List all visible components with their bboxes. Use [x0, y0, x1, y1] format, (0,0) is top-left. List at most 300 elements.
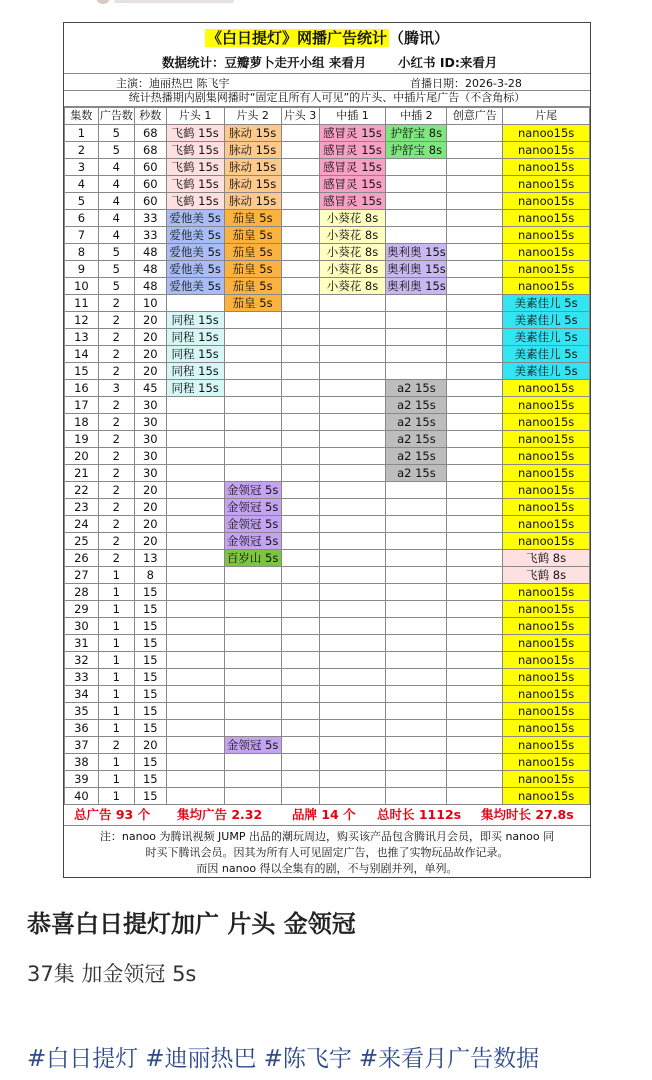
- empty-cell: [166, 448, 224, 465]
- ad-cell: 茄皇 5s: [224, 244, 281, 261]
- value-cell: 1: [98, 669, 134, 686]
- empty-cell: [386, 618, 447, 635]
- value-cell: 36: [65, 720, 99, 737]
- empty-cell: [224, 414, 281, 431]
- post-caption-title: 恭喜白日提灯加广 片头 金领冠: [27, 910, 356, 938]
- avg-ads: 集均广告 2.32: [177, 807, 263, 822]
- ad-cell: 奥利奥 15s: [387, 245, 446, 259]
- empty-cell: [386, 703, 447, 720]
- empty-cell: [281, 414, 319, 431]
- ad-cell: 美素佳儿 5s: [503, 312, 590, 329]
- empty-cell: [319, 771, 386, 788]
- empty-cell: [447, 584, 503, 601]
- value-cell: 27: [65, 567, 99, 584]
- ad-cell: 飞鹤 15s: [166, 176, 224, 193]
- ad-cell: 感冒灵 15s: [319, 159, 386, 176]
- empty-cell: [447, 703, 503, 720]
- empty-cell: [386, 771, 447, 788]
- avg-duration: 集均时长 27.8s: [481, 807, 574, 822]
- table-row: [65, 397, 590, 414]
- empty-cell: [447, 278, 503, 295]
- empty-cell: [447, 448, 503, 465]
- ad-cell: nanoo15s: [503, 499, 590, 516]
- empty-cell: [386, 193, 447, 210]
- sheet-title-highlight: 《白日提灯》网播广告统计: [206, 29, 387, 47]
- table-row: [65, 465, 590, 482]
- empty-cell: [447, 601, 503, 618]
- ad-cell: a2 15s: [386, 448, 447, 465]
- value-cell: 15: [134, 635, 166, 652]
- empty-cell: [166, 601, 224, 618]
- table-row: [65, 142, 590, 159]
- brand-count: 品牌 14 个: [292, 807, 356, 822]
- table-row: [65, 771, 590, 788]
- total-duration: 总时长 1112s: [377, 807, 462, 822]
- totals-row: [64, 801, 590, 826]
- value-cell: 60: [134, 176, 166, 193]
- footnote: [72, 829, 582, 877]
- value-cell: 32: [65, 652, 99, 669]
- empty-cell: [281, 261, 319, 278]
- ad-cell: nanoo15s: [503, 686, 590, 703]
- empty-cell: [386, 533, 447, 550]
- empty-cell: [447, 567, 503, 584]
- value-cell: 4: [65, 176, 99, 193]
- ad-cell: nanoo15s: [503, 618, 590, 635]
- empty-cell: [386, 737, 447, 754]
- ad-cell: 感冒灵 15s: [319, 125, 386, 142]
- empty-cell: [166, 567, 224, 584]
- value-cell: 10: [65, 278, 99, 295]
- table-row: [65, 346, 590, 363]
- value-cell: 20: [134, 533, 166, 550]
- value-cell: 9: [65, 261, 99, 278]
- value-cell: 22: [65, 482, 99, 499]
- ad-cell: 爱他美 5s: [166, 244, 224, 261]
- value-cell: 3: [65, 159, 99, 176]
- column-header: 秒数: [134, 108, 166, 125]
- empty-cell: [281, 448, 319, 465]
- empty-cell: [319, 533, 386, 550]
- value-cell: 2: [98, 737, 134, 754]
- value-cell: 15: [134, 618, 166, 635]
- table-row: [65, 414, 590, 431]
- value-cell: 20: [134, 312, 166, 329]
- ad-cell: 感冒灵 15s: [319, 176, 386, 193]
- empty-cell: [281, 686, 319, 703]
- empty-cell: [281, 125, 319, 142]
- value-cell: 30: [134, 397, 166, 414]
- empty-cell: [319, 635, 386, 652]
- empty-cell: [166, 754, 224, 771]
- ad-cell: 金领冠 5s: [224, 737, 281, 754]
- ad-cell: nanoo15s: [503, 720, 590, 737]
- empty-cell: [319, 482, 386, 499]
- table-row: [65, 176, 590, 193]
- empty-cell: [319, 465, 386, 482]
- ad-cell: 茄皇 5s: [224, 278, 281, 295]
- column-header: 创意广告: [447, 108, 503, 125]
- ad-table: [64, 107, 590, 805]
- table-row: [65, 261, 590, 278]
- empty-cell: [447, 414, 503, 431]
- column-header: 中插 2: [386, 108, 447, 125]
- empty-cell: [319, 686, 386, 703]
- value-cell: 4: [98, 176, 134, 193]
- empty-cell: [224, 720, 281, 737]
- ad-cell: 美素佳儿 5s: [503, 329, 590, 346]
- value-cell: 1: [98, 601, 134, 618]
- ad-cell: 美素佳儿 5s: [503, 363, 590, 380]
- ad-cell: nanoo15s: [503, 278, 590, 295]
- empty-cell: [447, 193, 503, 210]
- value-cell: 4: [98, 210, 134, 227]
- empty-cell: [447, 244, 503, 261]
- empty-cell: [319, 584, 386, 601]
- empty-cell: [447, 686, 503, 703]
- empty-cell: [166, 771, 224, 788]
- empty-cell: [319, 754, 386, 771]
- empty-cell: [447, 329, 503, 346]
- empty-cell: [224, 312, 281, 329]
- empty-cell: [447, 142, 503, 159]
- empty-cell: [224, 329, 281, 346]
- empty-cell: [281, 363, 319, 380]
- empty-cell: [281, 227, 319, 244]
- ad-cell: 小葵花 8s: [319, 261, 386, 278]
- empty-cell: [166, 414, 224, 431]
- empty-cell: [386, 210, 447, 227]
- table-row: [65, 125, 590, 142]
- empty-cell: [281, 210, 319, 227]
- value-cell: 15: [134, 601, 166, 618]
- table-row: [65, 210, 590, 227]
- footnote-line-1: 注：nanoo 为腾讯视频 JUMP 出品的潮玩周边，购买该产品包含腾讯月会员，即买 nanoo 同: [99, 830, 555, 843]
- empty-cell: [281, 431, 319, 448]
- table-row: [65, 550, 590, 567]
- value-cell: 2: [98, 363, 134, 380]
- hashtag-link[interactable]: #陈飞宇: [263, 1046, 352, 1072]
- empty-cell: [447, 550, 503, 567]
- value-cell: 5: [98, 244, 134, 261]
- empty-cell: [386, 601, 447, 618]
- value-cell: 1: [98, 618, 134, 635]
- table-row: [65, 312, 590, 329]
- value-cell: 18: [65, 414, 99, 431]
- empty-cell: [386, 550, 447, 567]
- hashtag-link[interactable]: #迪丽热巴: [145, 1046, 257, 1072]
- empty-cell: [166, 431, 224, 448]
- value-cell: 48: [134, 261, 166, 278]
- empty-cell: [319, 601, 386, 618]
- value-cell: 19: [65, 431, 99, 448]
- ad-cell: nanoo15s: [503, 533, 590, 550]
- empty-cell: [447, 363, 503, 380]
- value-cell: 2: [98, 397, 134, 414]
- table-row: [65, 618, 590, 635]
- value-cell: 20: [134, 363, 166, 380]
- table-row: [65, 448, 590, 465]
- empty-cell: [281, 720, 319, 737]
- empty-cell: [166, 635, 224, 652]
- empty-cell: [447, 771, 503, 788]
- empty-cell: [447, 635, 503, 652]
- ad-cell: 飞鹤 15s: [166, 142, 224, 159]
- ad-cell: nanoo15s: [503, 771, 590, 788]
- empty-cell: [447, 312, 503, 329]
- value-cell: 24: [65, 516, 99, 533]
- empty-cell: [319, 567, 386, 584]
- column-header: 片头 1: [166, 108, 224, 125]
- ad-cell: 金领冠 5s: [224, 533, 281, 550]
- value-cell: 20: [134, 482, 166, 499]
- empty-cell: [224, 567, 281, 584]
- ad-cell: 感冒灵 15s: [319, 142, 386, 159]
- value-cell: 2: [98, 346, 134, 363]
- ad-cell: 爱他美 5s: [166, 261, 224, 278]
- value-cell: 1: [98, 635, 134, 652]
- table-row: [65, 584, 590, 601]
- value-cell: 23: [65, 499, 99, 516]
- empty-cell: [386, 159, 447, 176]
- ad-cell: 小葵花 8s: [319, 210, 386, 227]
- empty-cell: [224, 448, 281, 465]
- ad-cell: 小葵花 8s: [319, 278, 386, 295]
- empty-cell: [447, 720, 503, 737]
- empty-cell: [386, 635, 447, 652]
- value-cell: 17: [65, 397, 99, 414]
- cast-text: 主演：迪丽热巴 陈飞宇: [116, 77, 230, 90]
- empty-cell: [281, 159, 319, 176]
- empty-cell: [386, 720, 447, 737]
- empty-cell: [447, 125, 503, 142]
- ad-cell: 爱他美 5s: [166, 278, 224, 295]
- ad-cell: 美素佳儿 5s: [503, 295, 590, 312]
- ad-cell: 同程 15s: [166, 312, 224, 329]
- empty-cell: [386, 346, 447, 363]
- ad-cell: nanoo15s: [503, 159, 590, 176]
- empty-cell: [447, 159, 503, 176]
- value-cell: 15: [134, 703, 166, 720]
- value-cell: 30: [134, 431, 166, 448]
- empty-cell: [224, 363, 281, 380]
- empty-cell: [386, 227, 447, 244]
- value-cell: 1: [98, 788, 134, 805]
- ad-cell: 金领冠 5s: [224, 499, 281, 516]
- ad-cell: nanoo15s: [503, 244, 590, 261]
- value-cell: 1: [98, 567, 134, 584]
- ad-cell: nanoo15s: [503, 397, 590, 414]
- empty-cell: [447, 295, 503, 312]
- divider: [114, 0, 234, 3]
- empty-cell: [281, 567, 319, 584]
- value-cell: 2: [98, 312, 134, 329]
- empty-cell: [386, 176, 447, 193]
- empty-cell: [281, 346, 319, 363]
- hashtag-list: [27, 1040, 546, 1073]
- table-row: [65, 278, 590, 295]
- value-cell: 2: [65, 142, 99, 159]
- empty-cell: [166, 703, 224, 720]
- empty-cell: [166, 465, 224, 482]
- value-cell: 8: [134, 567, 166, 584]
- empty-cell: [281, 295, 319, 312]
- ad-cell: 脉动 15s: [224, 159, 281, 176]
- value-cell: 5: [65, 193, 99, 210]
- empty-cell: [447, 618, 503, 635]
- subtitle-xhs-id: 小红书 ID:来看月: [398, 55, 498, 70]
- empty-cell: [447, 346, 503, 363]
- ad-cell: a2 15s: [386, 465, 447, 482]
- empty-cell: [281, 703, 319, 720]
- hashtag-link[interactable]: #白日提灯: [27, 1046, 139, 1072]
- ad-cell: a2 15s: [386, 431, 447, 448]
- ad-cell: 茄皇 5s: [224, 210, 281, 227]
- value-cell: 15: [134, 720, 166, 737]
- value-cell: 39: [65, 771, 99, 788]
- ad-cell: 脉动 15s: [224, 176, 281, 193]
- table-body: [65, 125, 590, 805]
- empty-cell: [319, 499, 386, 516]
- empty-cell: [224, 584, 281, 601]
- value-cell: 68: [134, 125, 166, 142]
- value-cell: 21: [65, 465, 99, 482]
- empty-cell: [281, 618, 319, 635]
- table-row: [65, 482, 590, 499]
- empty-cell: [447, 227, 503, 244]
- sheet-title-suffix: （腾讯）: [389, 29, 450, 47]
- empty-cell: [386, 652, 447, 669]
- table-row: [65, 720, 590, 737]
- table-row: [65, 737, 590, 754]
- ad-cell: nanoo15s: [503, 261, 590, 278]
- empty-cell: [166, 618, 224, 635]
- empty-cell: [319, 669, 386, 686]
- value-cell: 15: [134, 754, 166, 771]
- value-cell: 15: [134, 584, 166, 601]
- empty-cell: [447, 482, 503, 499]
- value-cell: 2: [98, 482, 134, 499]
- value-cell: 1: [98, 754, 134, 771]
- empty-cell: [166, 550, 224, 567]
- value-cell: 68: [134, 142, 166, 159]
- empty-cell: [447, 516, 503, 533]
- value-cell: 38: [65, 754, 99, 771]
- empty-cell: [224, 669, 281, 686]
- empty-cell: [386, 295, 447, 312]
- value-cell: 1: [65, 125, 99, 142]
- ad-cell: nanoo15s: [503, 380, 590, 397]
- empty-cell: [281, 278, 319, 295]
- empty-cell: [281, 312, 319, 329]
- value-cell: 2: [98, 414, 134, 431]
- ad-cell: 奥利奥 15s: [387, 262, 446, 276]
- ad-cell: 护舒宝 8s: [386, 125, 447, 142]
- value-cell: 15: [134, 669, 166, 686]
- value-cell: 1: [98, 652, 134, 669]
- value-cell: 1: [98, 584, 134, 601]
- empty-cell: [281, 635, 319, 652]
- empty-cell: [447, 431, 503, 448]
- value-cell: 13: [65, 329, 99, 346]
- empty-cell: [319, 550, 386, 567]
- empty-cell: [281, 516, 319, 533]
- empty-cell: [166, 482, 224, 499]
- value-cell: 14: [65, 346, 99, 363]
- hashtag-link[interactable]: #来看月广告数据: [358, 1046, 540, 1072]
- empty-cell: [319, 737, 386, 754]
- empty-cell: [224, 771, 281, 788]
- empty-cell: [386, 329, 447, 346]
- empty-cell: [281, 737, 319, 754]
- table-row: [65, 686, 590, 703]
- ad-cell: 小葵花 8s: [319, 227, 386, 244]
- ad-cell: nanoo15s: [503, 635, 590, 652]
- empty-cell: [447, 669, 503, 686]
- empty-cell: [281, 584, 319, 601]
- value-cell: 20: [65, 448, 99, 465]
- table-row: [65, 380, 590, 397]
- ad-cell: 爱他美 5s: [166, 227, 224, 244]
- empty-cell: [224, 346, 281, 363]
- value-cell: 11: [65, 295, 99, 312]
- table-row: [65, 652, 590, 669]
- value-cell: 20: [134, 499, 166, 516]
- ad-cell: nanoo15s: [503, 584, 590, 601]
- table-row: [65, 244, 590, 261]
- ad-cell: 飞鹤 15s: [166, 125, 224, 142]
- value-cell: 33: [65, 669, 99, 686]
- value-cell: 37: [65, 737, 99, 754]
- ad-cell: 同程 15s: [166, 363, 224, 380]
- empty-cell: [386, 686, 447, 703]
- value-cell: 33: [134, 227, 166, 244]
- value-cell: 10: [134, 295, 166, 312]
- empty-cell: [319, 516, 386, 533]
- empty-cell: [166, 516, 224, 533]
- value-cell: 30: [134, 465, 166, 482]
- value-cell: 28: [65, 584, 99, 601]
- empty-cell: [281, 244, 319, 261]
- empty-cell: [281, 550, 319, 567]
- value-cell: 4: [98, 193, 134, 210]
- ad-cell: nanoo15s: [503, 669, 590, 686]
- empty-cell: [447, 380, 503, 397]
- value-cell: 60: [134, 159, 166, 176]
- empty-cell: [224, 635, 281, 652]
- empty-cell: [447, 261, 503, 278]
- empty-cell: [224, 754, 281, 771]
- empty-cell: [281, 176, 319, 193]
- empty-cell: [166, 720, 224, 737]
- value-cell: 2: [98, 550, 134, 567]
- empty-cell: [224, 703, 281, 720]
- ad-cell: 茄皇 5s: [224, 295, 281, 312]
- empty-cell: [281, 669, 319, 686]
- value-cell: 40: [65, 788, 99, 805]
- value-cell: 20: [134, 516, 166, 533]
- table-row: [65, 295, 590, 312]
- empty-cell: [447, 397, 503, 414]
- value-cell: 2: [98, 329, 134, 346]
- ad-cell: 同程 15s: [166, 329, 224, 346]
- empty-cell: [447, 176, 503, 193]
- empty-cell: [386, 363, 447, 380]
- ad-cell: nanoo15s: [503, 227, 590, 244]
- ad-cell: nanoo15s: [503, 193, 590, 210]
- empty-cell: [447, 652, 503, 669]
- empty-cell: [386, 312, 447, 329]
